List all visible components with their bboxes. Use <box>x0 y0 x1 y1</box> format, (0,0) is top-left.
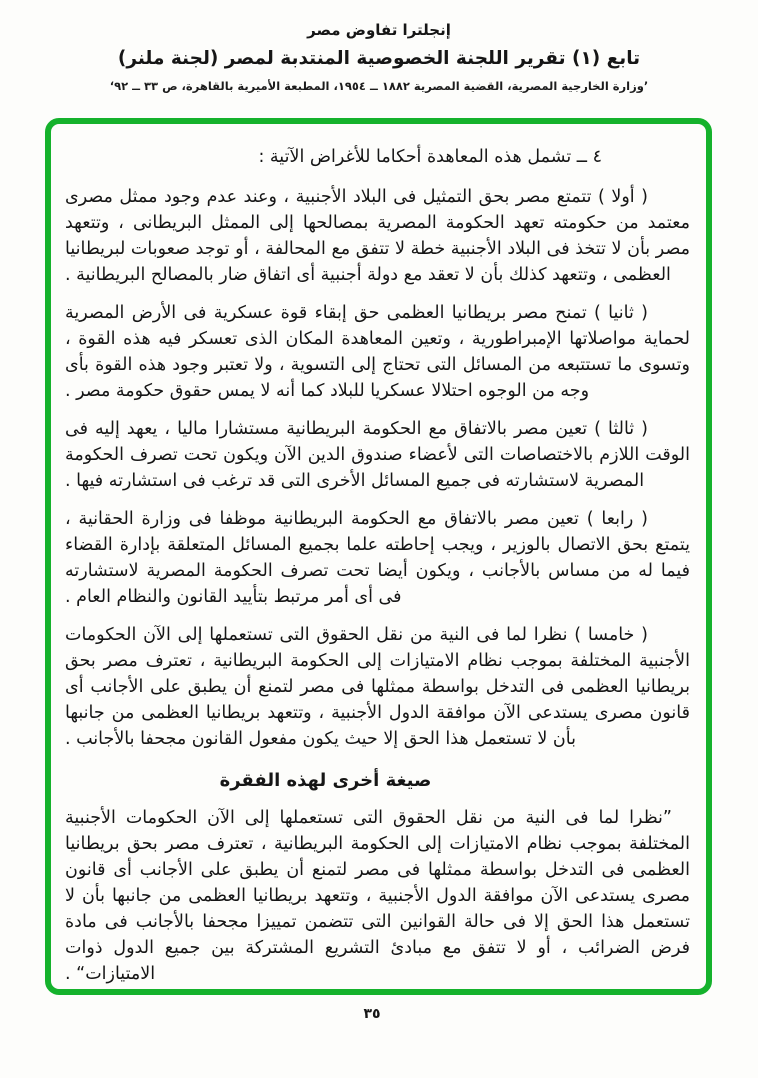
alternative-wording-paragraph: ”نظرا لما فى النية من نقل الحقوق التى تستعملها إلى الآن الحكومات الأجنبية المختلفة بموجب نظام الامتيازات إلى الحكومة البريطانية ، تعترف مصر بحق بريطانيا العظمى فى التدخل بواسطة ممثلها فى مصر لتمنع أن يطبق على الأجانب أى قانون مصرى يستدعى الآن موافقة الدول الأجنبية ، وتتعهد بريطانيا العظمى من جانبها بأن لا تستعمل هذا الحق إلا فى حالة القوانين التى تتضمن تمييزا مجحفا بالأجانب فى مادة فرض الضرائب ، أو لا تتفق مع مبادئ التشريع المشتركة بين جميع الدول ذوات الامتيازات“ . <box>65 808 690 984</box>
page-number: ٣٥ <box>363 1006 381 1022</box>
clause-4-intro: ٤ ــ تشمل هذه المعاهدة أحكاما للأغراض الآتية : <box>258 147 602 167</box>
document-header <box>0 0 758 93</box>
clause-paragraph-second: ( ثانيا ) تمنح مصر بريطانيا العظمى حق إبقاء قوة عسكرية فى الأرض المصرية لحماية مواصلاتها الإمبراطورية ، وتعين المعاهدة المكان الذى تعسكر فيه هذه القوة ، وتسوى ما تستتبعه من المسائل التى تحتاج إلى التسوية ، ولا تعتبر وجود هذه القوة بأى وجه من الوجوه احتلالا عسكريا للبلاد كما أنه لا يمس حقوق حكومة مصر . <box>65 303 690 401</box>
chapter-title: تابع (١) تقرير اللجنة الخصوصية المنتدبة لمصر (لجنة ملنر) <box>117 48 641 69</box>
book-title: إنجلترا تفاوض مصر <box>307 21 451 39</box>
alternative-wording-heading: صيغة أخرى لهذه الفقرة <box>219 770 432 791</box>
annotation-highlight-box <box>45 118 712 995</box>
source-citation: ’وزارة الخارجية المصرية، القضية المصرية ١٨٨٢ ــ ١٩٥٤، المطبعة الأميرية بالقاهرة، ص ٣٣ ــ ٩٢‘ <box>109 79 649 93</box>
clause-paragraph-fifth: ( خامسا ) نظرا لما فى النية من نقل الحقوق التى تستعملها إلى الآن الحكومات الأجنبية المختلفة بموجب نظام الامتيازات إلى الحكومة البريطانية ، تعترف مصر بحق بريطانيا العظمى فى التدخل بواسطة ممثلها فى مصر لتمنع أن يطبق على الأجانب أى قانون مصرى يستدعى الآن موافقة الدول الأجنبية ، وتتعهد بريطانيا العظمى من جانبها بأن لا تستعمل هذا الحق إلا حيث يكون مفعول القانون مجحفا بالأجانب . <box>65 625 690 749</box>
clause-paragraph-first: ( أولا ) تتمتع مصر بحق التمثيل فى البلاد الأجنبية ، وعند عدم وجود ممثل مصرى معتمد من حكومته تعهد الحكومة المصرية بمصالحها إلى الممثل البريطانى ، وتتعهد مصر بأن لا تتخذ فى البلاد الأجنبية خطة لا تتفق مع المحالفة ، أو توجد صعوبات لبريطانيا العظمى ، وتتعهد كذلك بأن لا تعقد مع دولة أجنبية أى اتفاق ضار بالمصالح البريطانية . <box>65 187 690 285</box>
clause-paragraph-fourth: ( رابعا ) تعين مصر بالاتفاق مع الحكومة البريطانية موظفا فى وزارة الحقانية ، يتمتع بحق الاتصال بالوزير ، ويجب إحاطته علما بجميع المسائل المتعلقة بإدارة القضاء فيما له من مساس بالأجانب ، ويكون أيضا تحت تصرف الحكومة المصرية لاستشارته فى أى أمر مرتبط بتأييد القانون والنظام العام . <box>65 509 690 607</box>
clause-paragraph-third: ( ثالثا ) تعين مصر بالاتفاق مع الحكومة البريطانية مستشارا ماليا ، يعهد إليه فى الوقت اللازم بالاختصاصات التى لأعضاء صندوق الدين الآن ويكون تحت تصرف الحكومة المصرية لاستشارته فى جميع المسائل الأخرى التى قد ترغب فى استشارته فيها . <box>65 419 690 491</box>
